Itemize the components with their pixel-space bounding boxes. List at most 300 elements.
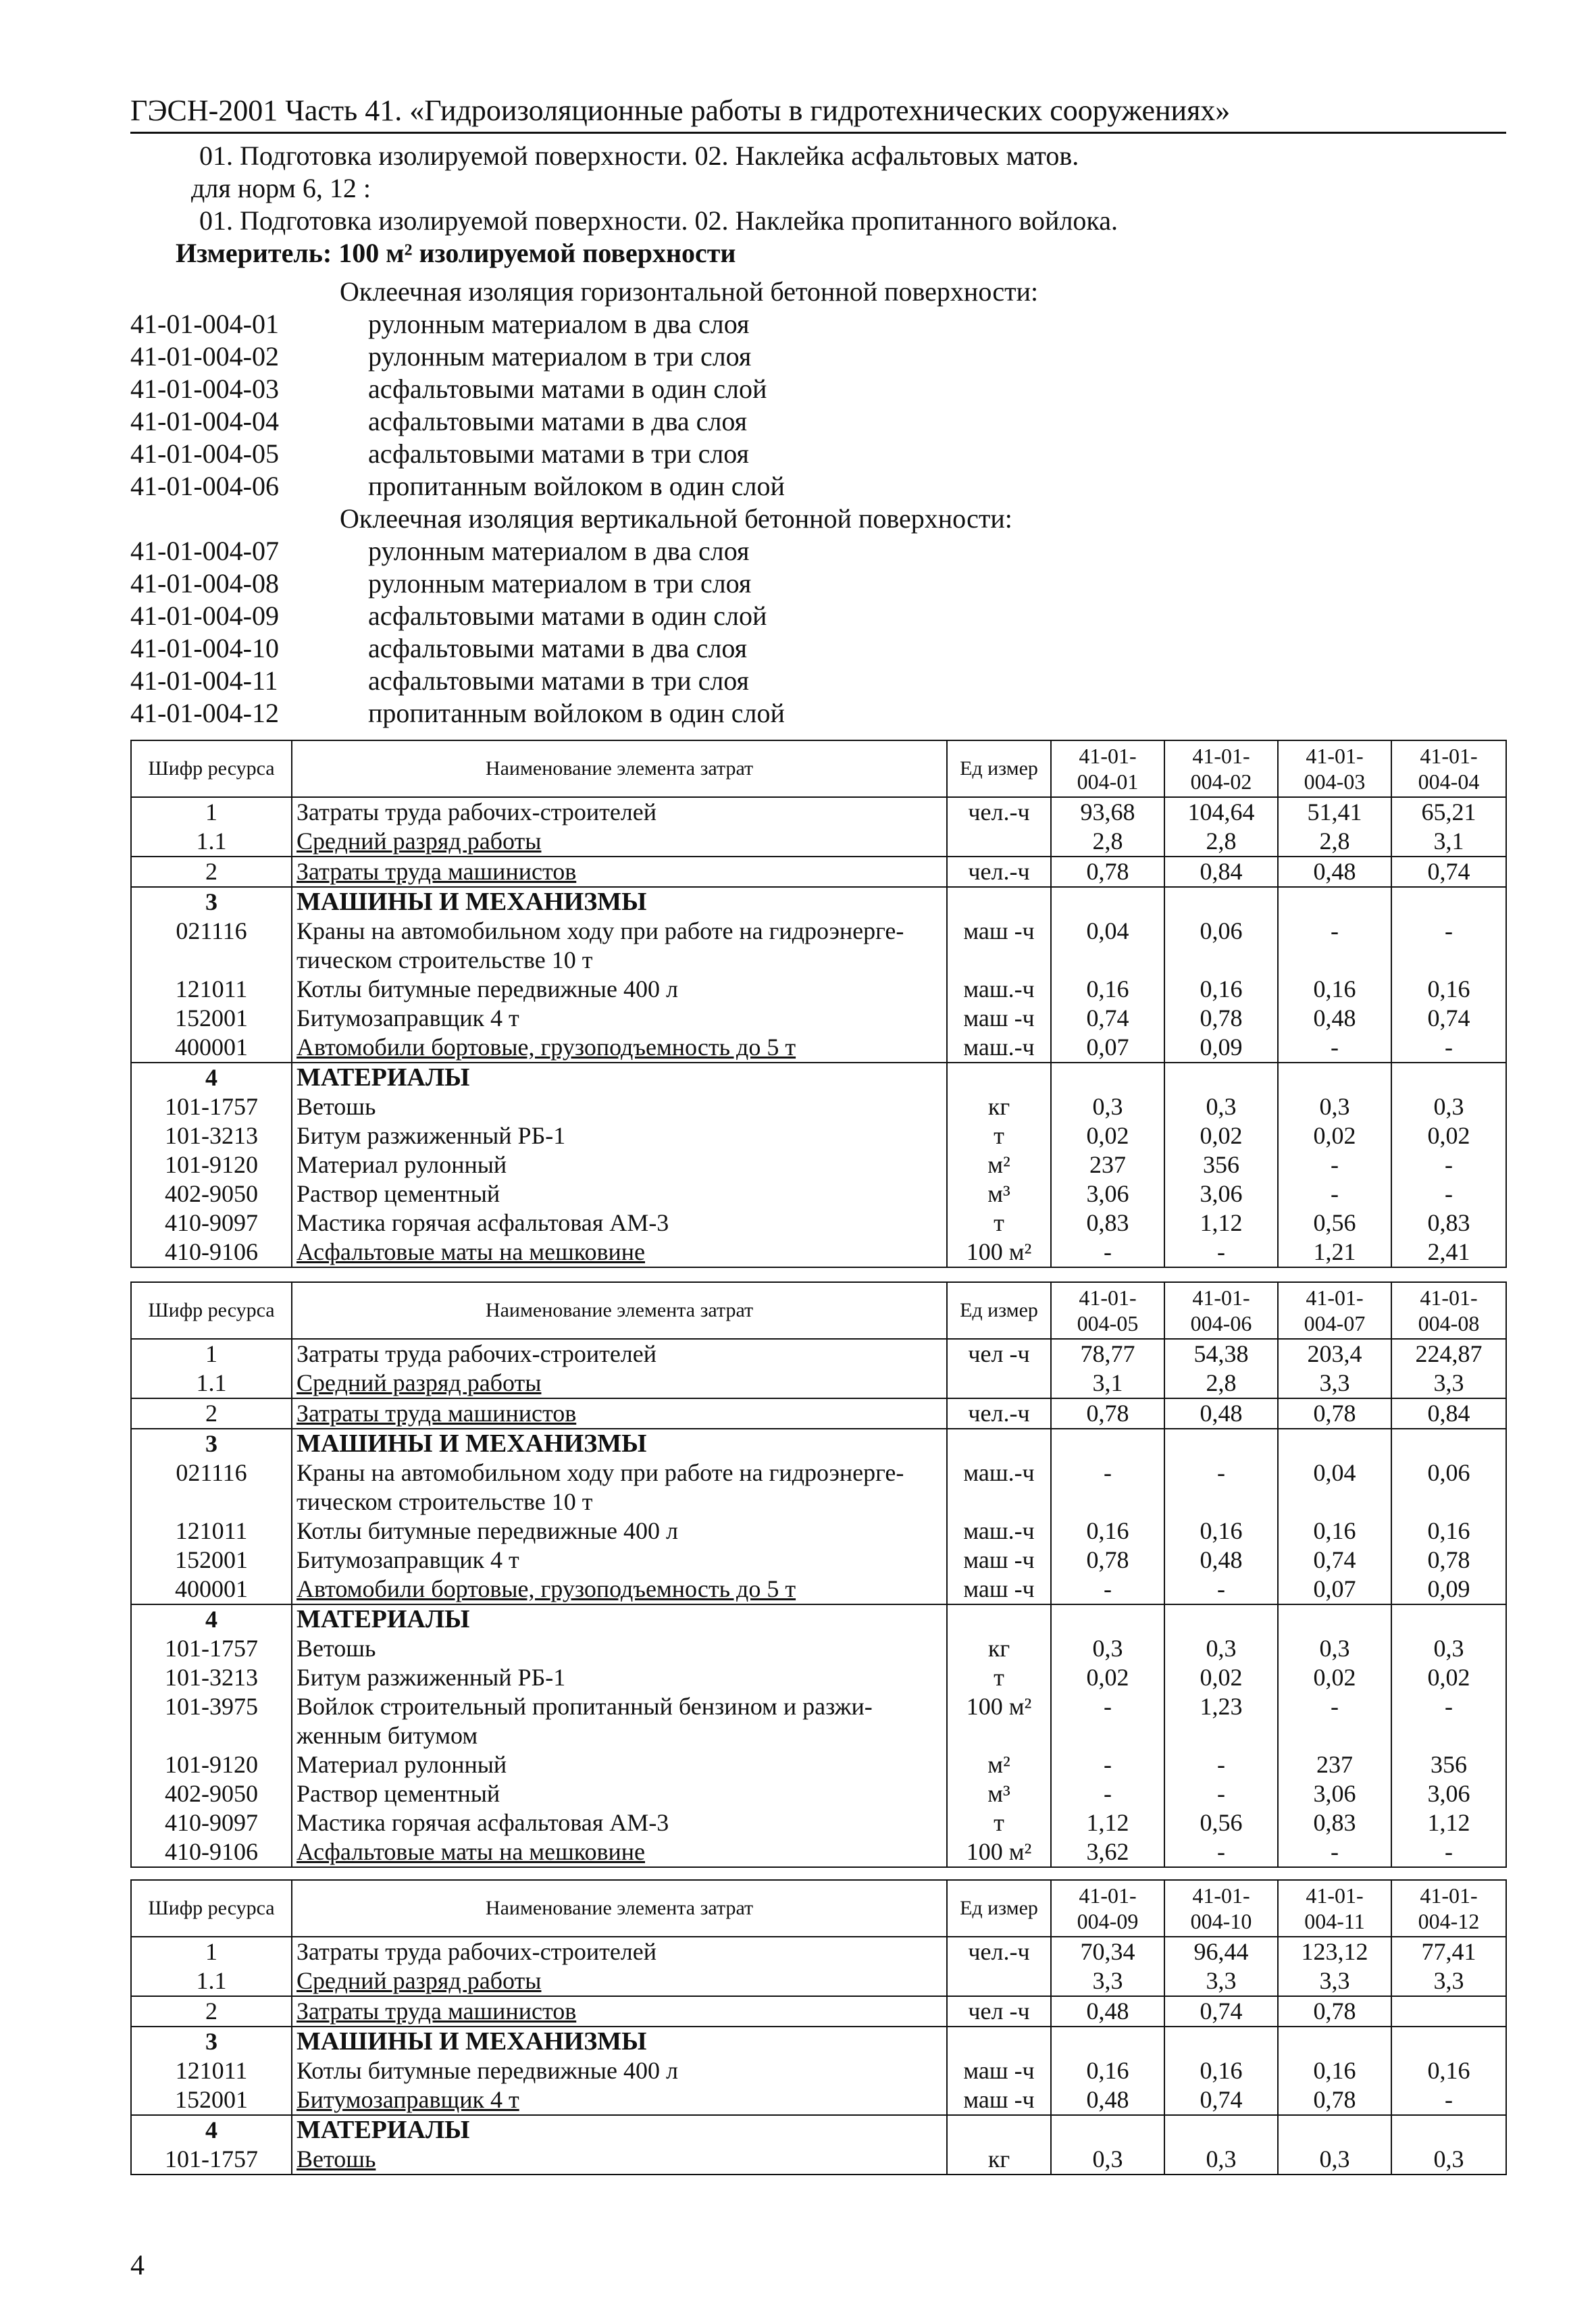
header-resource-code: Шифр ресурса [131,1282,292,1339]
cost-element-name: Автомобили бортовые, грузоподъемность до 5 т [292,1575,947,1604]
norm-value: 96,44 [1164,1937,1278,1966]
unit [947,1966,1051,1996]
norm-value [1164,1429,1278,1458]
norm-value [1278,1429,1391,1458]
norm-value [1391,2115,1506,2145]
cost-element-name: Битумозаправщик 4 т [292,1546,947,1575]
cost-element-name: Мастика горячая асфальтовая АМ-3 [292,1209,947,1238]
norm-value [1164,2115,1278,2145]
norm-value: 2,8 [1051,827,1164,857]
norm-value: 0,56 [1278,1209,1391,1238]
norm-value: - [1164,1779,1278,1808]
table-header-row [131,1282,1506,1339]
norm-value [1278,2115,1391,2145]
norm-value: 0,16 [1391,975,1506,1004]
resource-code: 400001 [131,1575,292,1604]
resource-code: 152001 [131,1004,292,1033]
norm-value: 1,12 [1164,1209,1278,1238]
norm-value: 3,06 [1278,1779,1391,1808]
table-row [131,1937,1506,1966]
norm-value: 0,83 [1278,1808,1391,1837]
table-row [131,1634,1506,1663]
resource-code: 410-9106 [131,1238,292,1267]
page-header: ГЭСН-2001 Часть 41. «Гидроизоляционные работы в гидротехнических сооружениях» [130,94,1231,127]
resource-code: 3 [131,1429,292,1458]
norm-value: 203,4 [1278,1339,1391,1369]
norm-value [1278,887,1391,917]
resource-table [130,740,1507,1268]
resource-code: 402-9050 [131,1179,292,1209]
resource-code: 1.1 [131,1369,292,1398]
norm-value: 0,78 [1278,1996,1391,2027]
header-unit: Ед измер [947,1880,1051,1937]
resource-code: 1 [131,797,292,827]
norm-value: 0,06 [1391,1458,1506,1517]
unit: кг [947,1634,1051,1663]
norm-value [1164,2027,1278,2056]
table-row [131,1750,1506,1779]
norm-value: 1,12 [1051,1808,1164,1837]
cost-element-name: Раствор цементный [292,1179,947,1209]
norm-value: 3,06 [1164,1179,1278,1209]
norm-value: 0,78 [1051,1546,1164,1575]
norm-value: - [1278,1692,1391,1750]
norm-value: 1,12 [1391,1808,1506,1837]
unit [947,2115,1051,2145]
cost-element-name: Затраты труда машинистов [292,1398,947,1429]
norm-value: 0,16 [1164,2056,1278,2085]
resource-code: 101-9120 [131,1150,292,1179]
resource-code: 152001 [131,2085,292,2115]
resource-code: 3 [131,887,292,917]
header-norm-code: 41-01- 004-10 [1164,1880,1278,1937]
cost-element-name: Битумозаправщик 4 т [292,1004,947,1033]
cost-element-name: Битумозаправщик 4 т [292,2085,947,2115]
resource-code: 152001 [131,1546,292,1575]
norm-code: 41-01-004-08 [130,568,279,599]
header-cost-element: Наименование элемента затрат [292,740,947,797]
table-row [131,1004,1506,1033]
table-section-row [131,1604,1506,1634]
cost-element-name: Раствор цементный [292,1779,947,1808]
page-number: 4 [130,2250,145,2281]
norm-description: рулонным материалом в три слоя [368,568,752,599]
norm-item [130,340,1414,373]
table-row [131,1692,1506,1750]
resource-code: 1.1 [131,1966,292,1996]
header-cost-element: Наименование элемента затрат [292,1282,947,1339]
norm-value [1391,1996,1506,2027]
unit: кг [947,2145,1051,2175]
table-row [131,1238,1506,1267]
resource-table [130,1281,1507,1868]
resource-code: 4 [131,1604,292,1634]
norm-code: 41-01-004-01 [130,309,279,339]
norm-item [130,665,1414,697]
norm-description: пропитанным войлоком в один слой [368,471,785,501]
table-section-row [131,1429,1506,1458]
cost-element-name: МАТЕРИАЛЫ [292,1063,947,1092]
resource-code: 400001 [131,1033,292,1063]
resource-code: 021116 [131,917,292,975]
norm-value: - [1391,1837,1506,1867]
norm-value: 0,02 [1051,1663,1164,1692]
norm-item [130,308,1414,340]
norm-value: 0,74 [1164,2085,1278,2115]
norm-value: 0,83 [1051,1209,1164,1238]
resource-code: 2 [131,1996,292,2027]
norm-value: - [1391,1692,1506,1750]
norm-value: 0,83 [1391,1209,1506,1238]
cost-element-name: Асфальтовые маты на мешковине [292,1238,947,1267]
header-resource-code: Шифр ресурса [131,740,292,797]
resource-code: 101-1757 [131,1092,292,1121]
norm-item [130,697,1414,730]
header-unit: Ед измер [947,740,1051,797]
table-row [131,1808,1506,1837]
cost-element-name: Котлы битумные передвижные 400 л [292,1517,947,1546]
norm-value: - [1164,1575,1278,1604]
cost-element-name: МАШИНЫ И МЕХАНИЗМЫ [292,887,947,917]
norm-value: - [1278,917,1391,975]
table-row [131,1033,1506,1063]
norm-value: 0,16 [1164,975,1278,1004]
unit [947,1604,1051,1634]
resource-code: 101-1757 [131,1634,292,1663]
table-row [131,857,1506,887]
norm-description: пропитанным войлоком в один слой [368,698,785,728]
table-row [131,917,1506,975]
unit: маш.-ч [947,1517,1051,1546]
norm-value: - [1391,2085,1506,2115]
cost-element-name: Средний разряд работы [292,1966,947,1996]
norm-value: 0,16 [1278,975,1391,1004]
norm-value: - [1051,1779,1164,1808]
norm-value [1278,2027,1391,2056]
norm-value [1391,1063,1506,1092]
cost-element-name: Затраты труда машинистов [292,1996,947,2027]
norm-value: 0,16 [1278,2056,1391,2085]
header-norm-code: 41-01- 004-08 [1391,1282,1506,1339]
table-section-row [131,2115,1506,2145]
resource-code: 410-9097 [131,1209,292,1238]
table-row [131,1779,1506,1808]
norm-value [1164,887,1278,917]
norm-value [1391,1429,1506,1458]
norm-value: 0,3 [1051,1092,1164,1121]
norm-value: 0,78 [1278,2085,1391,2115]
unit [947,1369,1051,1398]
unit [947,887,1051,917]
header-resource-code: Шифр ресурса [131,1880,292,1937]
norm-value: - [1278,1179,1391,1209]
norm-value [1051,2115,1164,2145]
table-header-row [131,1880,1506,1937]
header-norm-code: 41-01- 004-04 [1391,740,1506,797]
norm-value: 0,78 [1051,1398,1164,1429]
cost-element-name: Материал рулонный [292,1750,947,1779]
resource-code: 121011 [131,2056,292,2085]
norm-value: 0,78 [1278,1398,1391,1429]
norm-value [1391,2027,1506,2056]
cost-element-name: Затраты труда рабочих-строителей [292,1339,947,1369]
norm-value: 3,62 [1051,1837,1164,1867]
norm-value: 3,1 [1051,1369,1164,1398]
norm-value: 0,16 [1391,1517,1506,1546]
norm-value: 3,3 [1051,1966,1164,1996]
unit: м³ [947,1179,1051,1209]
norm-item [130,470,1414,503]
table-row [131,1150,1506,1179]
norm-value [1278,1063,1391,1092]
norm-description: рулонным материалом в два слоя [368,309,750,339]
unit [947,1429,1051,1458]
unit: т [947,1121,1051,1150]
resource-code: 121011 [131,1517,292,1546]
cost-element-name: Ветошь [292,2145,947,2175]
norm-group-heading: Оклеечная изоляция горизонтальной бетонной поверхности: [340,276,1039,307]
table-row [131,1663,1506,1692]
norm-value: 0,16 [1051,1517,1164,1546]
norm-value: - [1391,1179,1506,1209]
norm-value: 0,74 [1391,1004,1506,1033]
norm-value [1051,1604,1164,1634]
cost-element-name: Котлы битумные передвижные 400 л [292,2056,947,2085]
table-row [131,1546,1506,1575]
norm-value: 0,16 [1278,1517,1391,1546]
norm-value: 2,8 [1164,1369,1278,1398]
unit: чел.-ч [947,1937,1051,1966]
norm-item [130,438,1414,470]
norm-item [130,632,1414,665]
unit: маш -ч [947,917,1051,975]
header-norm-code: 41-01- 004-07 [1278,1282,1391,1339]
cost-element-name: Краны на автомобильном ходу при работе на гидроэнерге-тическом строительстве 10 т [292,1458,947,1517]
cost-element-name: Асфальтовые маты на мешковине [292,1837,947,1867]
header-norm-code: 41-01- 004-06 [1164,1282,1278,1339]
norm-value: 0,3 [1164,1092,1278,1121]
cost-element-name: Ветошь [292,1634,947,1663]
measure-unit: Измеритель: 100 м² изолируемой поверхности [176,238,736,268]
unit: чел -ч [947,1339,1051,1369]
table-row [131,827,1506,857]
resource-code: 3 [131,2027,292,2056]
table-row [131,1837,1506,1867]
resource-code: 101-1757 [131,2145,292,2175]
norm-value: - [1164,1750,1278,1779]
resource-code: 402-9050 [131,1779,292,1808]
norm-value: 0,02 [1164,1663,1278,1692]
norm-value: 0,3 [1051,2145,1164,2175]
norm-value: 356 [1164,1150,1278,1179]
norm-value: 0,3 [1278,1092,1391,1121]
norm-description: асфальтовыми матами в три слоя [368,665,749,696]
norm-value: - [1051,1692,1164,1750]
unit: т [947,1663,1051,1692]
norm-value: - [1391,917,1506,975]
cost-element-name: Войлок строительный пропитанный бензином и разжи-женным битумом [292,1692,947,1750]
cost-element-name: Материал рулонный [292,1150,947,1179]
cost-element-name: Затраты труда машинистов [292,857,947,887]
header-norm-code: 41-01- 004-01 [1051,740,1164,797]
norm-value: 51,41 [1278,797,1391,827]
norm-value: 0,78 [1391,1546,1506,1575]
norm-description: асфальтовыми матами в один слой [368,601,767,631]
norm-value: - [1391,1033,1506,1063]
norm-value: 0,07 [1051,1033,1164,1063]
norm-value: 237 [1051,1150,1164,1179]
norm-code: 41-01-004-12 [130,698,279,728]
norm-value: 0,74 [1278,1546,1391,1575]
header-norm-code: 41-01- 004-09 [1051,1880,1164,1937]
cost-element-name: Котлы битумные передвижные 400 л [292,975,947,1004]
table-row [131,1339,1506,1369]
norm-value: 356 [1391,1750,1506,1779]
norm-value: - [1278,1033,1391,1063]
norm-value: 3,3 [1164,1966,1278,1996]
norm-value: 0,02 [1278,1663,1391,1692]
norm-value: 0,16 [1164,1517,1278,1546]
norm-value: 70,34 [1051,1937,1164,1966]
norm-description: асфальтовыми матами в два слоя [368,633,748,663]
cost-element-name: МАШИНЫ И МЕХАНИЗМЫ [292,2027,947,2056]
norm-code: 41-01-004-04 [130,406,279,436]
unit [947,1063,1051,1092]
resource-code: 101-3213 [131,1121,292,1150]
table-section-row [131,887,1506,917]
unit: 100 м² [947,1837,1051,1867]
unit: чел.-ч [947,857,1051,887]
unit: т [947,1808,1051,1837]
header-norm-code: 41-01- 004-03 [1278,740,1391,797]
norm-value [1391,1604,1506,1634]
table-row [131,975,1506,1004]
table-row [131,1458,1506,1517]
unit: 100 м² [947,1692,1051,1750]
norm-value [1051,1429,1164,1458]
norm-value [1164,1604,1278,1634]
norm-value: - [1164,1837,1278,1867]
table-row [131,1398,1506,1429]
table-row [131,797,1506,827]
unit: маш -ч [947,1546,1051,1575]
norm-value: 54,38 [1164,1339,1278,1369]
unit: маш.-ч [947,975,1051,1004]
resource-code: 1.1 [131,827,292,857]
table-row [131,1575,1506,1604]
resource-code: 410-9097 [131,1808,292,1837]
norm-value: 0,04 [1278,1458,1391,1517]
norm-value: 3,3 [1391,1369,1506,1398]
norm-value: 0,78 [1051,857,1164,887]
resource-code: 4 [131,2115,292,2145]
cost-element-name: МАШИНЫ И МЕХАНИЗМЫ [292,1429,947,1458]
norm-value: 0,09 [1391,1575,1506,1604]
norm-value: 0,16 [1051,975,1164,1004]
norm-value: 93,68 [1051,797,1164,827]
norm-item [130,373,1414,405]
cost-element-name: Автомобили бортовые, грузоподъемность до 5 т [292,1033,947,1063]
cost-element-name: Битум разжиженный РБ-1 [292,1663,947,1692]
resource-code: 1 [131,1937,292,1966]
unit [947,827,1051,857]
header-norm-code: 41-01- 004-05 [1051,1282,1164,1339]
header-cost-element: Наименование элемента затрат [292,1880,947,1937]
unit: маш -ч [947,2056,1051,2085]
unit: м² [947,1150,1051,1179]
norm-value: 1,23 [1164,1692,1278,1750]
norm-code: 41-01-004-02 [130,341,279,372]
cost-element-name: Битум разжиженный РБ-1 [292,1121,947,1150]
norm-value: 2,8 [1278,827,1391,857]
norm-value: 0,74 [1051,1004,1164,1033]
unit: м² [947,1750,1051,1779]
table-row [131,1996,1506,2027]
norm-value: - [1278,1837,1391,1867]
resource-code: 2 [131,1398,292,1429]
norm-value: 3,06 [1051,1179,1164,1209]
norm-description: асфальтовыми матами в два слоя [368,406,748,436]
resource-code: 021116 [131,1458,292,1517]
norm-value: - [1051,1750,1164,1779]
norm-value: 0,3 [1391,1634,1506,1663]
unit [947,2027,1051,2056]
resource-code: 1 [131,1339,292,1369]
norm-value: 0,3 [1278,1634,1391,1663]
norm-description: рулонным материалом в три слоя [368,341,752,372]
norm-value: 3,3 [1278,1966,1391,1996]
unit: чел -ч [947,1996,1051,2027]
norm-value: - [1051,1458,1164,1517]
table-section-row [131,1063,1506,1092]
norm-value: 0,02 [1051,1121,1164,1150]
table-row [131,1517,1506,1546]
resource-code: 121011 [131,975,292,1004]
norm-description: асфальтовыми матами в один слой [368,374,767,404]
resource-code: 101-3213 [131,1663,292,1692]
norm-value: 0,48 [1051,1996,1164,2027]
unit: 100 м² [947,1238,1051,1267]
header-norm-code: 41-01- 004-12 [1391,1880,1506,1937]
norm-value: 0,56 [1164,1808,1278,1837]
table-section-row [131,2027,1506,2056]
cost-element-name: Средний разряд работы [292,1369,947,1398]
norm-item [130,405,1414,438]
norm-value: 0,78 [1164,1004,1278,1033]
table-row [131,1179,1506,1209]
norm-value: 237 [1278,1750,1391,1779]
norm-value: 77,41 [1391,1937,1506,1966]
norm-value [1051,1063,1164,1092]
unit: чел.-ч [947,1398,1051,1429]
norm-code: 41-01-004-11 [130,665,278,696]
norm-value: 0,48 [1164,1546,1278,1575]
norm-value: 1,21 [1278,1238,1391,1267]
cost-element-name: МАТЕРИАЛЫ [292,1604,947,1634]
table-row [131,2085,1506,2115]
unit: маш -ч [947,2085,1051,2115]
unit: маш.-ч [947,1458,1051,1517]
unit: маш -ч [947,1575,1051,1604]
norm-value: 0,02 [1391,1663,1506,1692]
resource-table [130,1879,1507,2175]
norm-value: - [1164,1458,1278,1517]
norm-value: 0,06 [1164,917,1278,975]
cost-element-name: МАТЕРИАЛЫ [292,2115,947,2145]
norm-code: 41-01-004-09 [130,601,279,631]
table-row [131,1121,1506,1150]
norm-value: 3,06 [1391,1779,1506,1808]
